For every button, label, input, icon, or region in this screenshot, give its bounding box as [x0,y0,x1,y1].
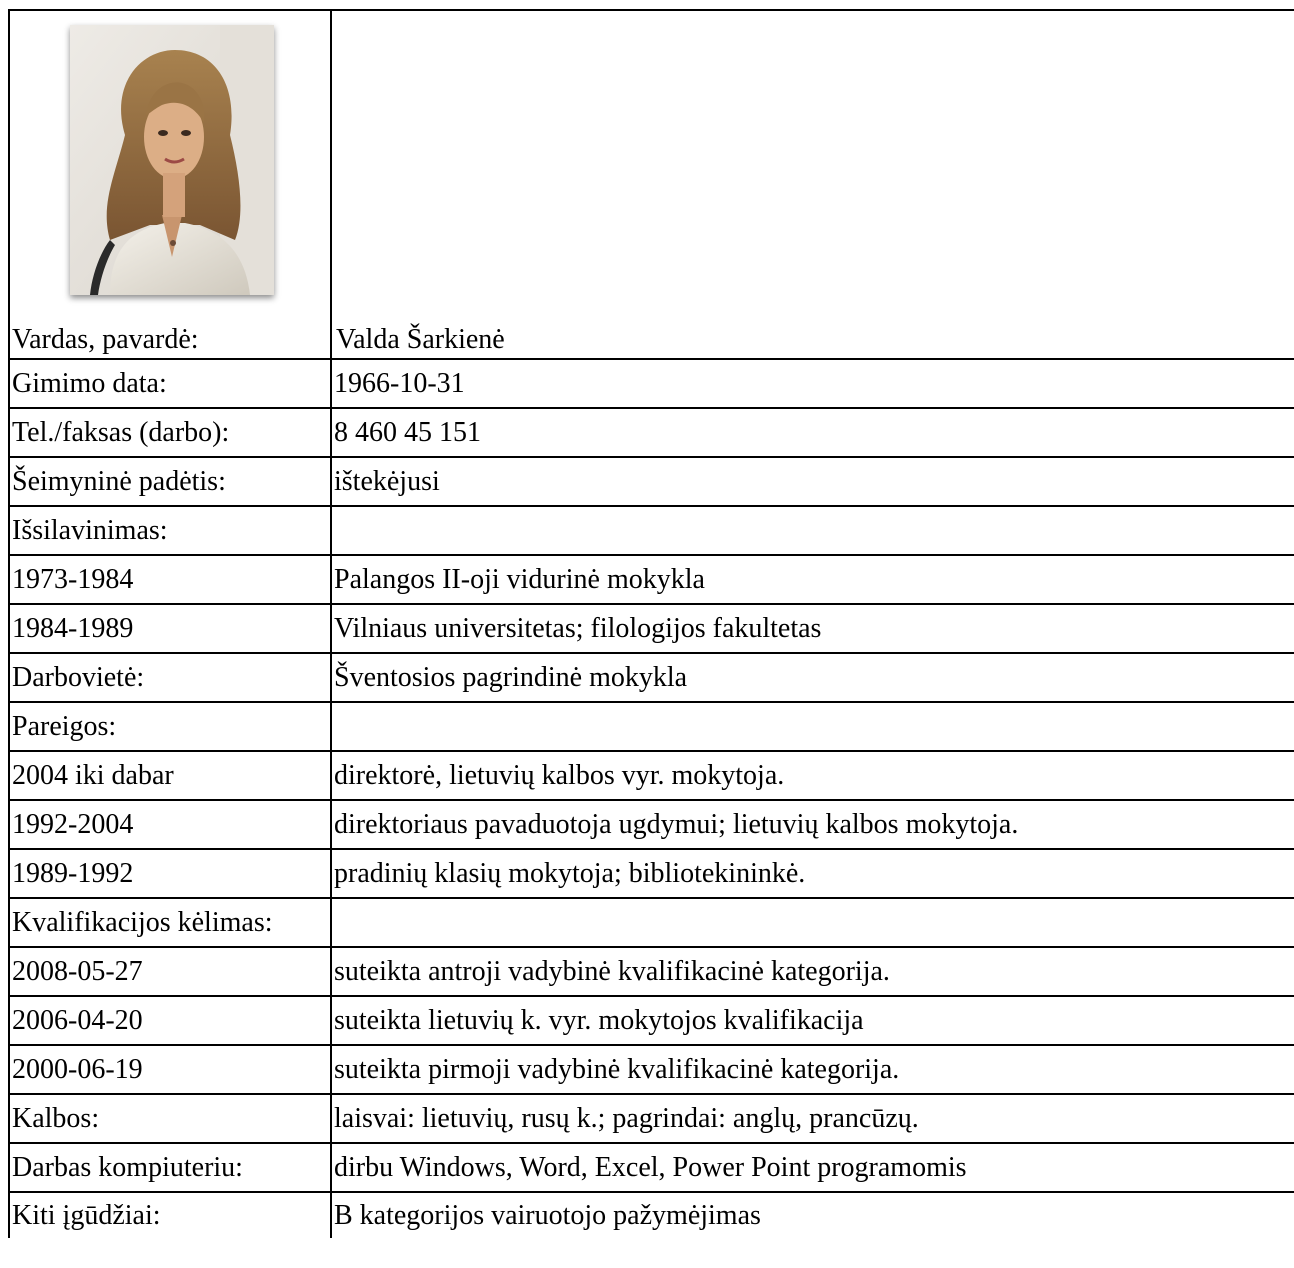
row-label: Tel./faksas (darbo): [9,408,331,457]
row-value: Palangos II-oji vidurinė mokykla [331,555,1294,604]
table-row [9,604,1294,653]
name-label: Vardas, pavardė: [12,324,199,355]
table-row [9,506,1294,555]
row-value: direktoriaus pavaduotoja ugdymui; lietuvių kalbos mokytoja. [331,800,1294,849]
table-row [9,1045,1294,1094]
row-label: Išsilavinimas: [9,506,331,555]
table-row [9,947,1294,996]
row-value [331,702,1294,751]
table-row [9,996,1294,1045]
cv-table [8,9,1294,1238]
row-label: 1992-2004 [9,800,331,849]
row-value: suteikta lietuvių k. vyr. mokytojos kvalifikacija [331,996,1294,1045]
row-label: 1989-1992 [9,849,331,898]
table-row [9,800,1294,849]
row-label: Pareigos: [9,702,331,751]
photo-cell [9,10,331,359]
row-label: 1973-1984 [9,555,331,604]
row-label: Kiti įgūdžiai: [9,1192,331,1238]
row-value: 8 460 45 151 [331,408,1294,457]
table-row [9,1094,1294,1143]
row-label: Kvalifikacijos kėlimas: [9,898,331,947]
table-row [9,751,1294,800]
table-row [9,10,1294,359]
row-label: Darbovietė: [9,653,331,702]
table-row [9,359,1294,408]
table-row [9,555,1294,604]
row-value: suteikta pirmoji vadybinė kvalifikacinė kategorija. [331,1045,1294,1094]
row-value: Vilniaus universitetas; filologijos fakultetas [331,604,1294,653]
table-row [9,1192,1294,1238]
row-label: 2006-04-20 [9,996,331,1045]
row-value: direktorė, lietuvių kalbos vyr. mokytoja. [331,751,1294,800]
table-row [9,849,1294,898]
row-value: laisvai: lietuvių, rusų k.; pagrindai: anglų, prancūzų. [331,1094,1294,1143]
table-row [9,653,1294,702]
row-label: 2000-06-19 [9,1045,331,1094]
name-value: Valda Šarkienė [336,324,505,355]
row-value [331,898,1294,947]
table-row [9,702,1294,751]
row-value [331,506,1294,555]
table-row [9,457,1294,506]
name-value-cell [331,10,1294,359]
row-label: Kalbos: [9,1094,331,1143]
portrait-photo [70,25,274,295]
table-row [9,408,1294,457]
row-value: dirbu Windows, Word, Excel, Power Point programomis [331,1143,1294,1192]
row-value: Šventosios pagrindinė mokykla [331,653,1294,702]
row-label: 1984-1989 [9,604,331,653]
row-label: Darbas kompiuteriu: [9,1143,331,1192]
row-value: B kategorijos vairuotojo pažymėjimas [331,1192,1294,1238]
row-label: 2008-05-27 [9,947,331,996]
row-value: suteikta antroji vadybinė kvalifikacinė kategorija. [331,947,1294,996]
row-label: Šeimyninė padėtis: [9,457,331,506]
row-value: ištekėjusi [331,457,1294,506]
row-value: pradinių klasių mokytoja; bibliotekininkė. [331,849,1294,898]
table-row [9,898,1294,947]
row-label: 2004 iki dabar [9,751,331,800]
row-value: 1966-10-31 [331,359,1294,408]
table-row [9,1143,1294,1192]
row-label: Gimimo data: [9,359,331,408]
